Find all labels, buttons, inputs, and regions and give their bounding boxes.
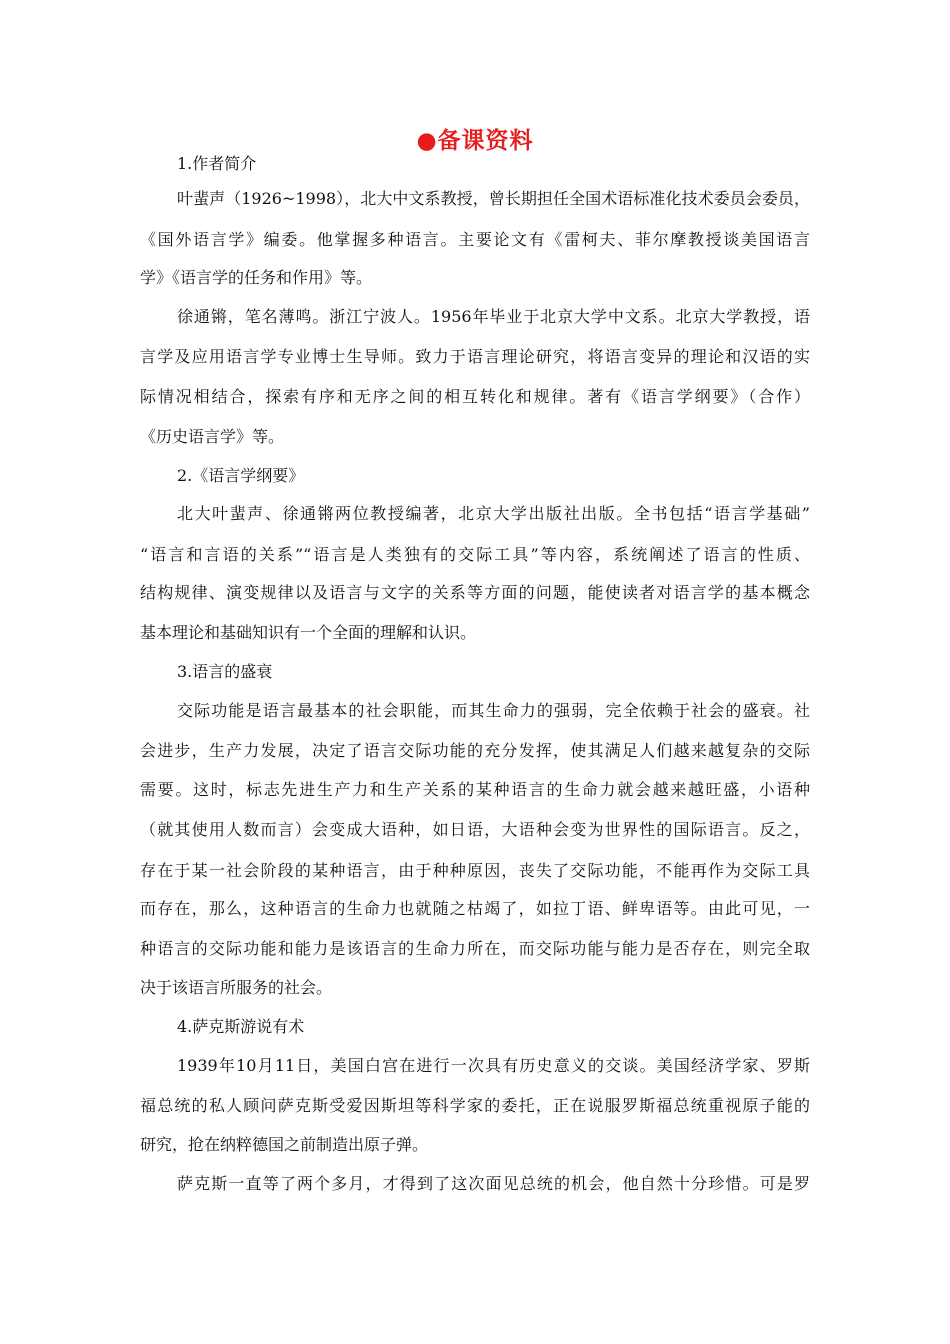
text-line: 交际功能是语言最基本的社会职能，而其生命力的强弱，完全依赖于社会的盛衰。社: [177, 701, 810, 720]
text-line: 萨克斯一直等了两个多月，才得到了这次面见总统的机会，他自然十分珍惜。可是罗: [177, 1174, 810, 1193]
text-line: 福总统的私人顾问萨克斯受爱因斯坦等科学家的委托，正在说服罗斯福总统重视原子能的: [140, 1096, 810, 1115]
text-line: 种语言的交际功能和能力是该语言的生命力所在，而交际功能与能力是否存在，则完全取: [140, 939, 810, 958]
section-heading: 2.《语言学纲要》: [177, 466, 305, 485]
text-line: 决于该语言所服务的社会。: [140, 978, 333, 997]
text-line: 1939年10月11日，美国白宫在进行一次具有历史意义的交谈。美国经济学家、罗斯: [177, 1056, 810, 1075]
text-line: 学》《语言学的任务和作用》等。: [140, 268, 373, 287]
section-heading: 1.作者简介: [177, 154, 257, 173]
page-title: ●备课资料: [416, 128, 534, 154]
section-heading: 3.语言的盛衰: [177, 662, 273, 681]
text-line: 北大叶蜚声、徐通锵两位教授编著，北京大学出版社出版。全书包括“语言学基础”: [177, 504, 810, 523]
text-line: 徐通锵，笔名薄鸣。浙江宁波人。1956年毕业于北京大学中文系。北京大学教授，语: [177, 307, 810, 326]
text-line: 会进步，生产力发展，决定了语言交际功能的充分发挥，使其满足人们越来越复杂的交际: [140, 741, 810, 760]
text-line: 言学及应用语言学专业博士生导师。致力于语言理论研究，将语言变异的理论和汉语的实: [140, 347, 810, 366]
text-line: 际情况相结合，探索有序和无序之间的相互转化和规律。著有《语言学纲要》（合作）: [140, 387, 810, 406]
text-line: 《国外语言学》编委。他掌握多种语言。主要论文有《雷柯夫、菲尔摩教授谈美国语言: [140, 230, 810, 249]
text-line: （就其使用人数而言）会变成大语种，如日语，大语种会变为世界性的国际语言。反之，: [140, 820, 810, 839]
section-heading: 4.萨克斯游说有术: [177, 1017, 305, 1036]
text-line: 结构规律、演变规律以及语言与文字的关系等方面的问题，能使读者对语言学的基本概念: [140, 583, 810, 602]
text-line: 而存在，那么，这种语言的生命力也就随之枯竭了，如拉丁语、鲜卑语等。由此可见，一: [140, 899, 810, 918]
text-line: 存在于某一社会阶段的某种语言，由于种种原因，丧失了交际功能，不能再作为交际工具: [140, 861, 810, 880]
text-line: 《历史语言学》等。: [140, 427, 285, 446]
text-line: “语言和言语的关系”“语言是人类独有的交际工具”等内容，系统阐述了语言的性质、: [140, 545, 810, 564]
text-line: 叶蜚声（1926~1998），北大中文系教授，曾长期担任全国术语标准化技术委员会委员，: [177, 189, 810, 208]
text-line: 基本理论和基础知识有一个全面的理解和认识。: [140, 623, 477, 642]
text-line: 研究，抢在纳粹德国之前制造出原子弹。: [140, 1135, 429, 1154]
text-line: 需要。这时，标志先进生产力和生产关系的某种语言的生命力就会越来越旺盛，小语种: [140, 780, 810, 799]
